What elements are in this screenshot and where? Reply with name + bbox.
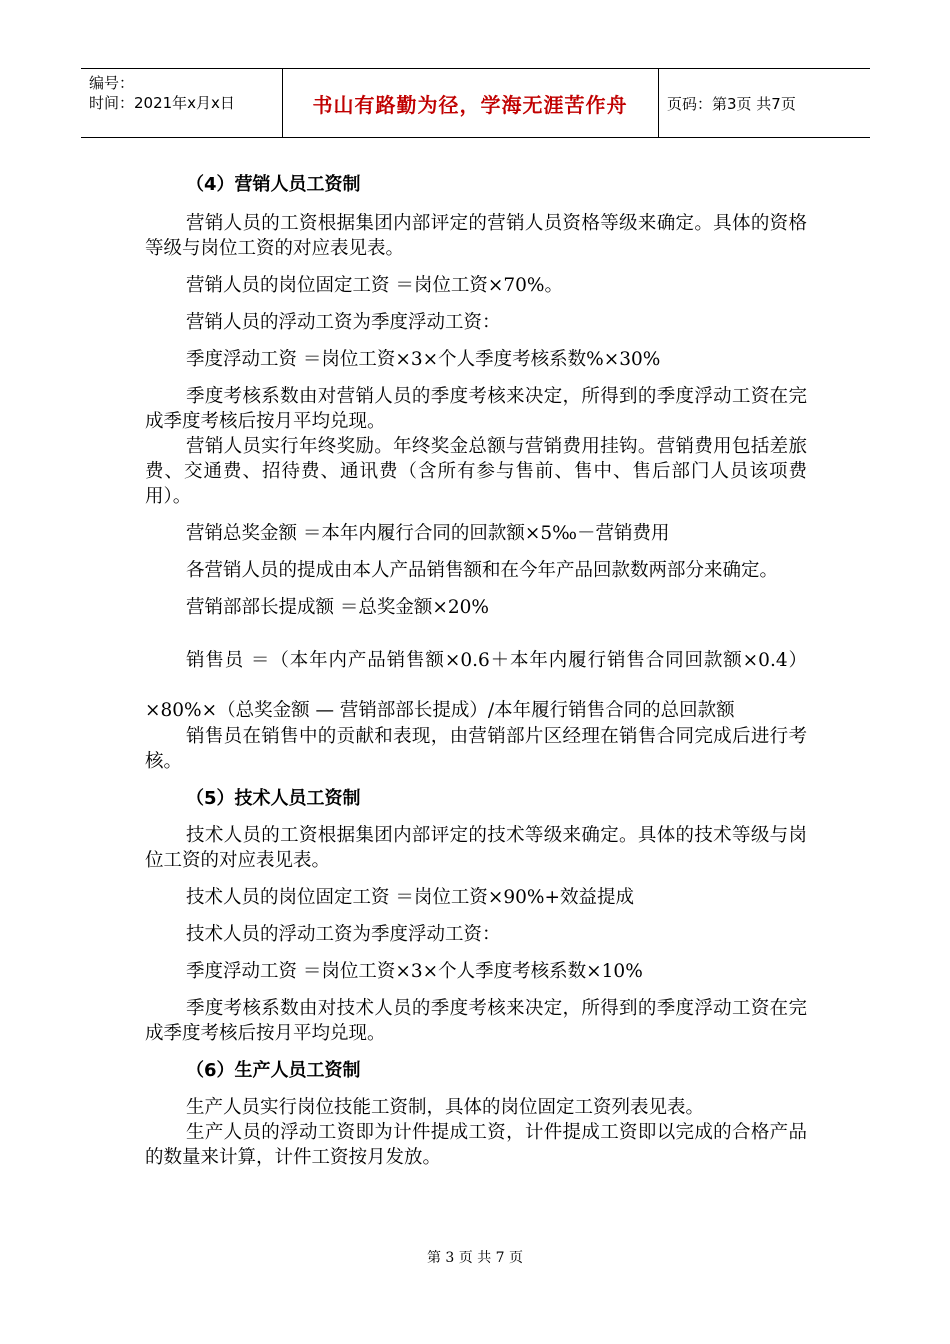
page-footer: 第 3 页 共 7 页 bbox=[426, 1250, 524, 1266]
paragraph: 各营销人员的提成由本人产品销售额和在今年产品回款数两部分来确定。 bbox=[186, 560, 779, 581]
formula-line: 营销总奖金额 ＝本年内履行合同的回款额×5‰－营销费用 bbox=[186, 523, 670, 544]
formula-line: 季度浮动工资 ＝岗位工资×3×个人季度考核系数%×30% bbox=[186, 349, 661, 370]
section-heading-production: （6）生产人员工资制 bbox=[186, 1060, 361, 1081]
formula-line: 销售员 ＝（本年内产品销售额×0.6＋本年内履行销售合同回款额×0.4）×80%×（总奖金额 — 营销部部长提成）/本年履行销售合同的总回款额 bbox=[145, 650, 807, 721]
paragraph: 营销人员的工资根据集团内部评定的营销人员资格等级来确定。具体的资格等级与岗位工资的对应表见表。 bbox=[145, 213, 807, 259]
formula-line: 季度浮动工资 ＝岗位工资×3×个人季度考核系数×10% bbox=[186, 961, 643, 982]
section-heading-sales: （4）营销人员工资制 bbox=[186, 174, 361, 195]
formula-line: 营销人员的岗位固定工资 ＝岗位工资×70%。 bbox=[186, 275, 564, 296]
page-header bbox=[81, 68, 870, 138]
paragraph: 生产人员实行岗位技能工资制，具体的岗位固定工资列表见表。 bbox=[186, 1097, 705, 1118]
document-date: 时间：2021年x月x日 bbox=[89, 94, 235, 112]
paragraph: 技术人员的工资根据集团内部评定的技术等级来确定。具体的技术等级与岗位工资的对应表见表。 bbox=[145, 825, 807, 871]
paragraph: 销售员在销售中的贡献和表现，由营销部片区经理在销售合同完成后进行考核。 bbox=[145, 726, 807, 772]
section-heading-technical: （5）技术人员工资制 bbox=[186, 788, 361, 809]
header-divider bbox=[658, 69, 659, 137]
paragraph: 生产人员的浮动工资即为计件提成工资，计件提成工资即以完成的合格产品的数量来计算，计件工资按月发放。 bbox=[145, 1122, 807, 1168]
paragraph: 季度考核系数由对营销人员的季度考核来决定，所得到的季度浮动工资在完成季度考核后按月平均兑现。 bbox=[145, 386, 807, 432]
document-number-label: 编号： bbox=[89, 74, 135, 92]
header-meta bbox=[89, 73, 279, 113]
formula-line: 技术人员的岗位固定工资 ＝岗位工资×90%+效益提成 bbox=[186, 887, 635, 908]
paragraph: 营销人员实行年终奖励。年终奖金总额与营销费用挂钩。营销费用包括差旅费、交通费、招待费、通讯费（含所有参与售前、售中、售后部门人员该项费用）。 bbox=[145, 436, 807, 507]
paragraph: 营销人员的浮动工资为季度浮动工资： bbox=[186, 312, 501, 333]
paragraph: 季度考核系数由对技术人员的季度考核来决定，所得到的季度浮动工资在完成季度考核后按月平均兑现。 bbox=[145, 998, 807, 1044]
document-body bbox=[145, 166, 807, 1170]
header-page-indicator: 页码：第3页 共7页 bbox=[667, 94, 796, 113]
paragraph: 技术人员的浮动工资为季度浮动工资： bbox=[186, 924, 501, 945]
formula-line: 营销部部长提成额 ＝总奖金额×20% bbox=[186, 597, 490, 618]
header-motto: 书山有路勤为径，学海无涯苦作舟 bbox=[312, 92, 628, 117]
